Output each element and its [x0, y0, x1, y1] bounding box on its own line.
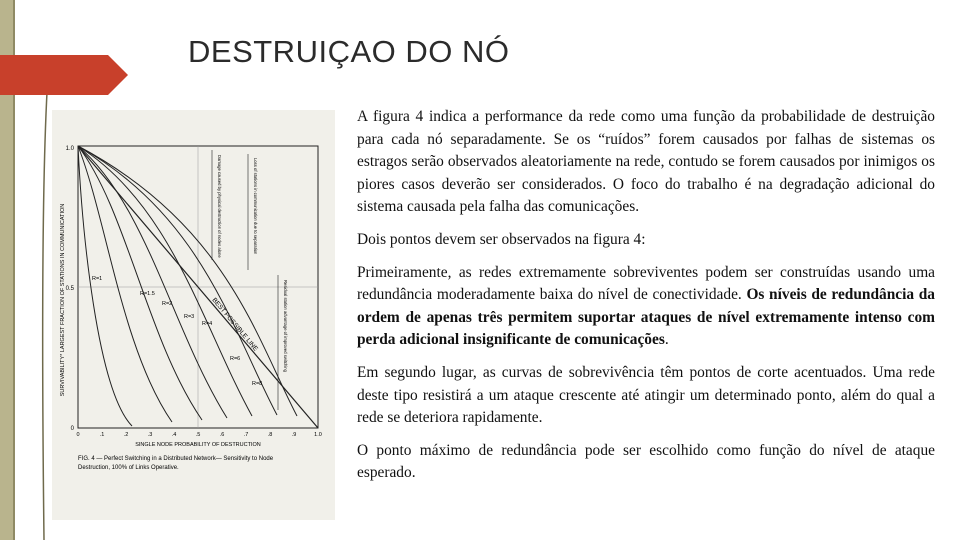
x-tick-label: .6 — [219, 432, 225, 438]
x-tick-label: .3 — [147, 432, 153, 438]
curve-r2 — [78, 146, 202, 420]
paragraph-2: Dois pontos devem ser observados na figura 4: — [357, 230, 646, 248]
x-tick-label: .4 — [171, 432, 177, 438]
figure-scan — [52, 110, 335, 520]
curve-label: R=1 — [92, 276, 103, 282]
annotation-physical: Damage caused by physical destruction of nodes alone — [217, 155, 222, 258]
paragraph-4: Em segundo lugar, as curvas de sobrevivência têm pontos de corte acentuados. Uma rede deste tipo resistirá a um ataque crescente até atingir um determinado ponto, além do qual a rede se deteriora rapidamente. — [357, 363, 935, 427]
x-tick-label: 1.0 — [314, 432, 322, 438]
x-tick-label: .1 — [99, 432, 105, 438]
y-axis-label: SURVIVABILITY* LARGEST FRACTION OF STATIONS IN COMMUNICATION — [60, 203, 66, 397]
annotation-separation: Loss of stations in communication due to separation — [253, 158, 258, 255]
y-tick-label: 0.5 — [65, 286, 74, 292]
paragraph-3 — [357, 262, 935, 352]
body-text — [357, 106, 935, 495]
x-axis-label: SINGLE NODE PROBABILITY OF DESTRUCTION — [135, 442, 261, 448]
curve-label: R=6 — [230, 356, 241, 362]
paragraph-3-bold: Os níveis de redundância da ordem de apenas três permitem suportar ataques de nível extremamente intenso com perda adicional insignificante de comunicações — [357, 286, 935, 349]
x-tick-label: .5 — [195, 432, 201, 438]
slide-title: DESTRUIÇAO DO NÓ — [188, 34, 510, 69]
x-tick-labels — [76, 432, 321, 438]
paragraph-3-end: . — [664, 331, 669, 349]
annotation-residual: Residual station advantage of improved switching — [283, 280, 288, 372]
curve-label: R=4 — [202, 321, 213, 327]
survivability-curves — [78, 146, 297, 426]
figure-caption-line1: FIG. 4 — Perfect Switching in a Distributed Network— Sensitivity to Node — [78, 456, 274, 462]
x-tick-label: .8 — [267, 432, 273, 438]
curve-label: R=2 — [162, 301, 173, 307]
y-tick-label: 0 — [70, 426, 74, 432]
paragraph-1: A figura 4 indica a performance da rede como uma função da probabilidade de destruição para cada nó separadamente. Se os “ruídos” forem causados por falhas de sistemas os estragos serão observados aleatoriamente na rede, contudo se forem causados por inimigos os piores casos deverão ser considerados. O foco do trabalho é na degradação adicional do sistema causada pela falha das comunicações. — [357, 108, 935, 216]
paragraph-5: O ponto máximo de redundância pode ser escolhido como função do nível de ataque esperado. — [357, 441, 935, 482]
curve-r1 — [78, 146, 132, 426]
title-accent-arrow — [0, 55, 130, 95]
curve-label: R=1.5 — [140, 291, 155, 297]
curve-label: R=3 — [184, 314, 195, 320]
paragraph-3-plain: Primeiramente, as redes extremamente sobreviventes podem ser construídas usando uma redundância moderadamente baixa do nível de conectividade. — [357, 263, 935, 304]
x-tick-label: 0 — [76, 432, 80, 438]
curve-r4 — [78, 146, 252, 416]
x-tick-label: .2 — [123, 432, 129, 438]
curve-label: R=8 — [252, 381, 263, 387]
figure-caption-line2: Destruction, 100% of Links Operative. — [78, 465, 179, 471]
curve-r3 — [78, 146, 227, 418]
y-tick-label: 1.0 — [65, 146, 74, 152]
x-tick-label: .7 — [243, 432, 249, 438]
x-tick-label: .9 — [291, 432, 297, 438]
best-possible-label: BEST POSSIBLE LINE — [210, 296, 259, 353]
curve-r1-5 — [78, 146, 172, 422]
